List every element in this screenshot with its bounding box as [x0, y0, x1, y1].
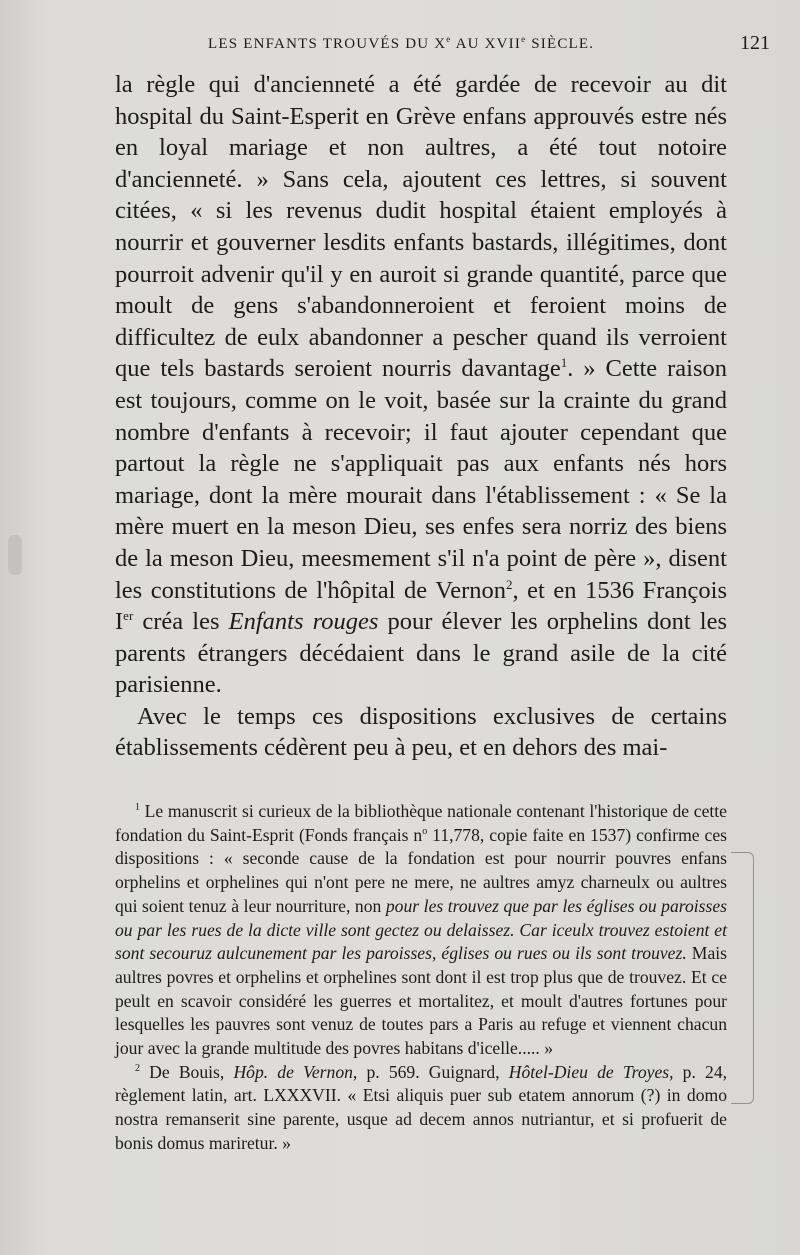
main-text: [115, 69, 727, 764]
margin-stain: [8, 535, 22, 575]
footnote-ref-2[interactable]: 2: [506, 576, 513, 592]
page-header: [0, 34, 800, 58]
italic-term: Enfants rouges: [228, 608, 379, 636]
footnote-1: $^1$ Le manuscrit si curieux de la bibliothèque nationale contenant l'historique de cette fondation du Saint-Esprit (Fonds français $n^o$ 11,778, copie faite en 1537) confirme ces dispositions : « seconde cause de la fondation est pour nourrir pouvres enfans orphelins et orphelines qui n'ont pere ne mere, ne aultres amyz charneulx ou aultres qui soient tenuz à leur nourriture, non pour les trouvez que par les églises ou paroisses ou par les rues de la dicte ville sont gectez ou delaissez. Car iceulx trouvez estoient et sont secouruz aulcunement par les paroisses, églises ou rues ou ils sont trouvez. Mais aultres povres et orphelins et orphelines sont dont il est trop plus que de trouvez. Et ce peult en scavoir considéré les guerres et mortalitez, et moult d'autres fortunes pour lesquelles les pauvres sont venuz de toutes pars a Paris au refuge et viennent chacun jour avec la grande multitude des povres habitans d'icelle..... »: [115, 801, 728, 1059]
footnote-2: $^2$ De Bouis, Hôp. de Vernon, p. 569. Guignard, Hôtel-Dieu de Troyes, p. 24, règlement latin, art. LXXXVII. « Etsi aliquis puer sub etatem annorum (?) in domo nostra remanserit sine parente, usque ad decem annos nutriantur, et si profuerit de bonis domus mariretur. »: [115, 1061, 728, 1153]
footnote-marker-2: 2: [135, 1062, 140, 1074]
page-number: 121: [740, 32, 770, 54]
footnote-ref-1[interactable]: 1: [560, 355, 568, 371]
running-head: LES ENFANTS TROUVÉS DU Xe AU XVIIe SIÈCLE.: [208, 34, 595, 52]
paragraph-1: la règle qui d'ancienneté a été gardée de recevoir au dit hospital du Saint-Esperit en Grève enfans approuvés estre nés en loyal mariage et non aultres, a été tout notoire d'ancienneté. » Sans cela, ajoutent ces lettres, si souvent citées, « si les revenus dudit hospital étaient employés à nourrir et gouverner lesdits enfants bastards, illégitimes, dont pourroit advenir qu'il y en auroit si grande quantité, parce que moult de gens s'abandonneroient et feroient moins de difficultez de eulx abandonner a pescher quand ils verroient que tels bastards seroient nourris davantage$^1$. » Cette raison est toujours, comme on le voit, basée sur la crainte du grand nombre d'enfants à recevoir; il faut ajouter cependant que partout la règle ne s'appliquait pas aux enfants nés hors mariage, dont la mère mourait dans l'établissement : « Se la mère muert en la meson Dieu, ses enfes sera norriz des biens de la meson Dieu, meesmement s'il n'a point de père », disent les constitutions de l'hôpital de Vernon$^2$, et en 1536 François Ier créa les Enfants rouges pour élever les orphelins dont les parents étrangers décédaient dans le grand asile de la cité parisienne.: [115, 71, 728, 699]
margin-bracket: [731, 852, 754, 1104]
footnote-marker-1: 1: [135, 802, 140, 814]
footnotes: [115, 800, 727, 1156]
paragraph-2: Avec le temps ces dispositions exclusives de certains établissements cédèrent peu à peu, et en dehors des mai-: [115, 702, 727, 762]
